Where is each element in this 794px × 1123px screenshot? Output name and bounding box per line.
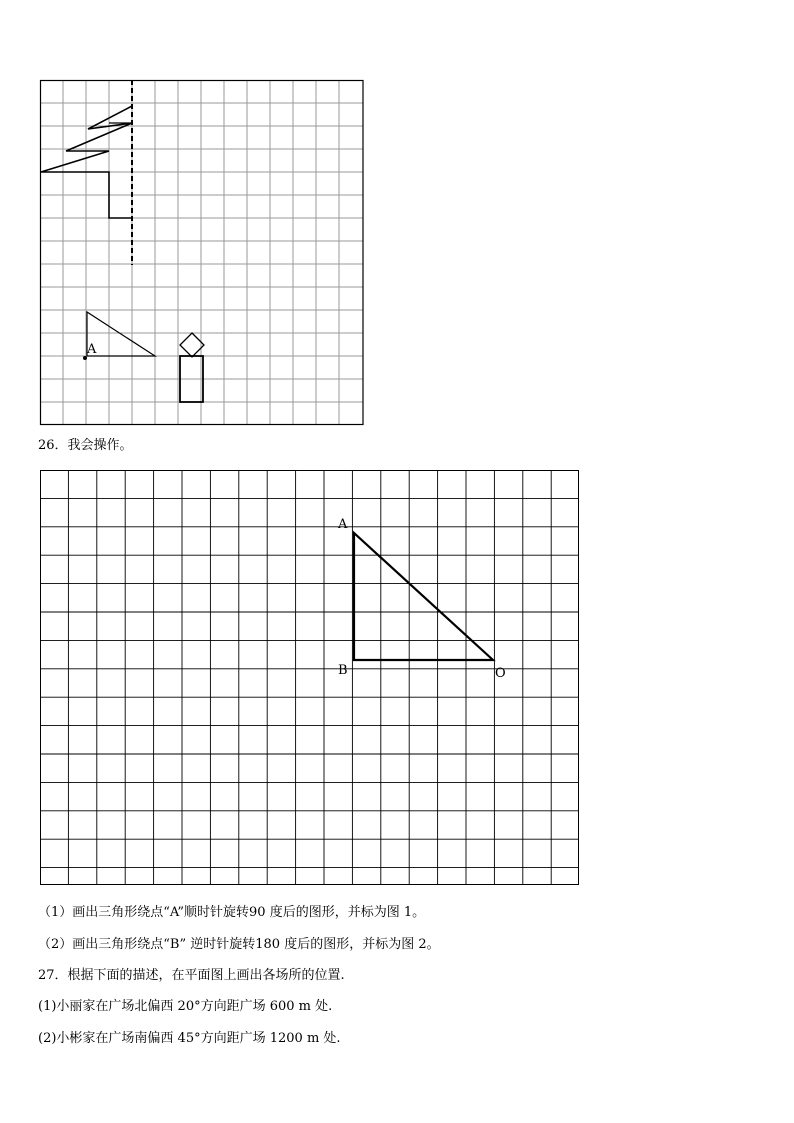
question-27-title: 27．根据下面的描述，在平面图上画出各场所的位置. (38, 968, 345, 983)
vertex-b-label: B (338, 663, 348, 678)
question-27-item-1: (1)小丽家在广场北偏西 20°方向距广场 600 m 处. (38, 999, 333, 1014)
diamond-shape (180, 333, 204, 357)
question-26-item-2: （2）画出三角形绕点“B” 逆时针旋转180 度后的图形，并标为图 2。 (38, 937, 440, 952)
figure2-grid (40, 470, 580, 886)
triangle-abo (354, 533, 493, 660)
point-a-label: A (87, 342, 97, 357)
figure1-grid-lines (40, 80, 363, 425)
small-triangle (87, 312, 155, 356)
question-27-item-2: (2)小彬家在广场南偏西 45°方向距广场 1200 m 处. (38, 1031, 341, 1046)
question-26-title: 26．我会操作。 (38, 438, 133, 453)
vertex-a-label: A (338, 517, 348, 532)
question-26-item-1: （1）画出三角形绕点“A”顺时针旋转90 度后的图形，并标为图 1。 (38, 905, 426, 920)
figure1-border (41, 81, 364, 425)
vertex-o-label: O (495, 666, 506, 681)
figure1-grid (40, 80, 364, 426)
